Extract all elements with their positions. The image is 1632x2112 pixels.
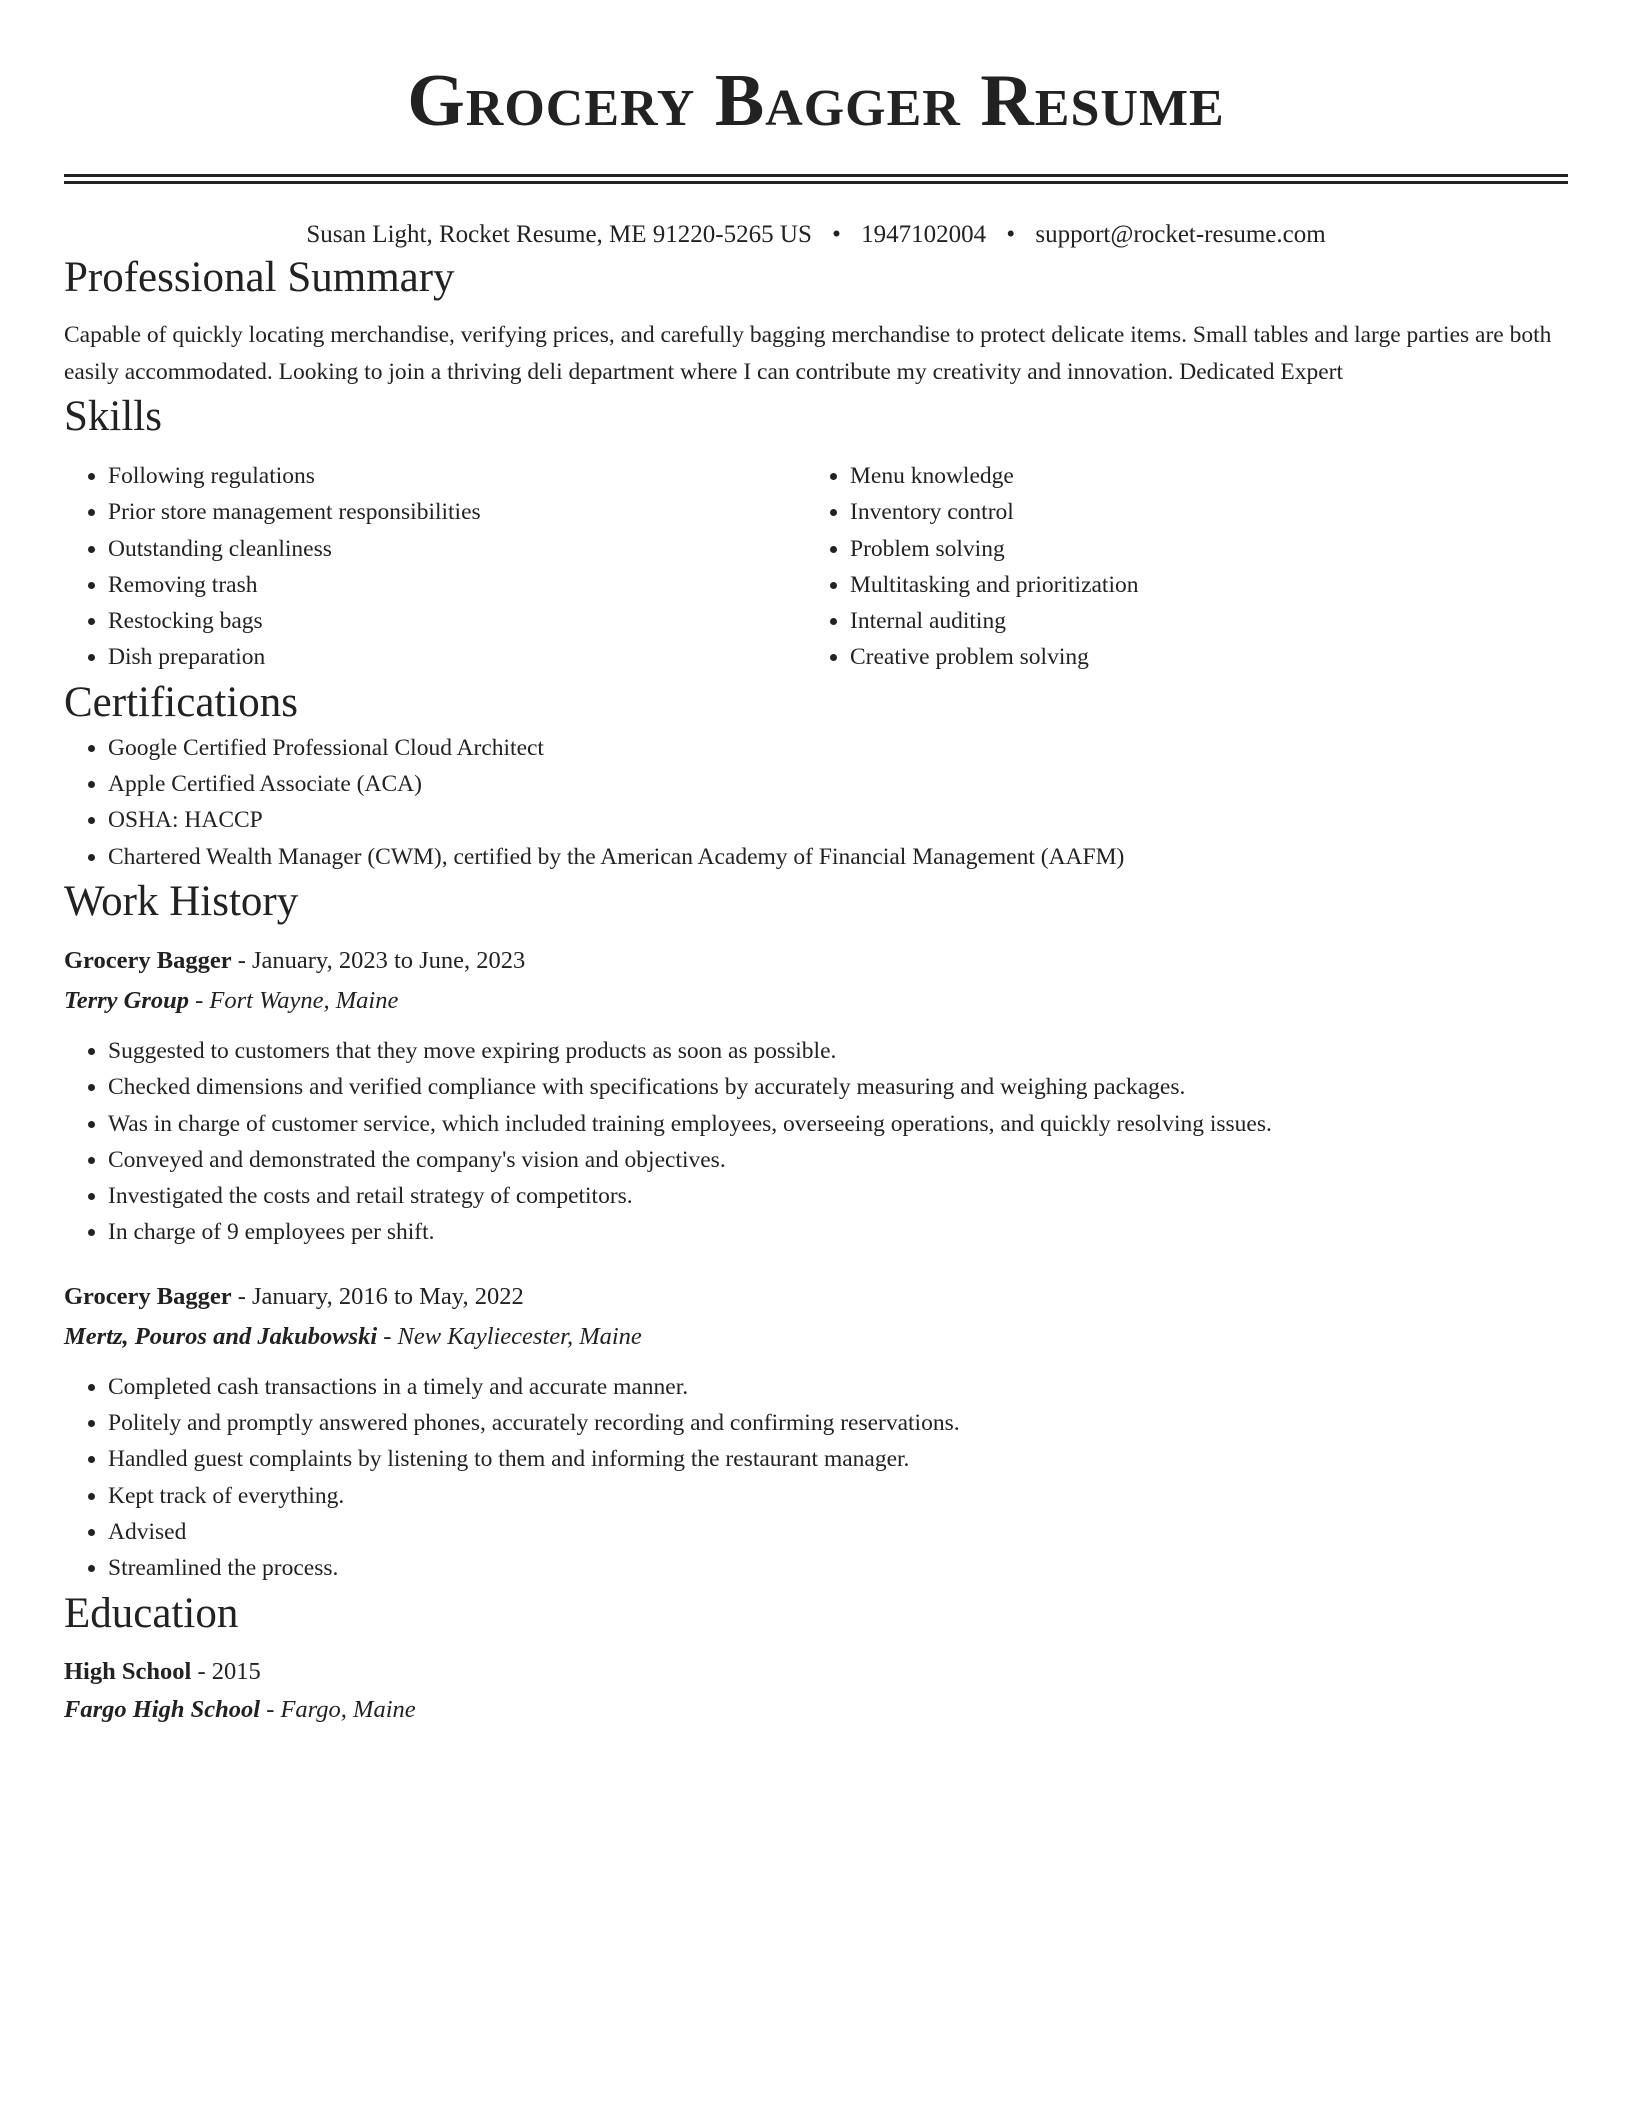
job-bullet: • Advised: [108, 1514, 1568, 1550]
job-bullet: • Suggested to customers that they move expiring products as soon as possible.: [108, 1033, 1568, 1069]
job-bullet: • Kept track of everything.: [108, 1478, 1568, 1514]
contact-phone: 1947102004: [861, 221, 987, 248]
job-company: Mertz, Pouros and Jakubowski: [64, 1322, 378, 1350]
skills-list-left: [64, 458, 806, 676]
job-bullet: • Completed cash transactions in a timely and accurate manner.: [108, 1369, 1568, 1405]
page-title: Grocery Bagger Resume: [407, 60, 1225, 142]
skill-item: • Outstanding cleanliness: [108, 531, 806, 567]
job-bullet: • In charge of 9 employees per shift.: [108, 1214, 1568, 1250]
job-company-line: [64, 981, 1568, 1021]
education-entry: [64, 1653, 1568, 1730]
education-school: Fargo High School: [64, 1696, 261, 1724]
job-bullets: [64, 1033, 1568, 1251]
skills-grid: [64, 458, 1568, 676]
job-company: Terry Group: [64, 986, 190, 1014]
contact-separator: •: [1006, 221, 1016, 248]
education-degree: High School: [64, 1657, 192, 1685]
contact-email: support@rocket-resume.com: [1035, 221, 1326, 248]
job-title: Grocery Bagger: [64, 946, 232, 974]
skill-item: • Restocking bags: [108, 603, 806, 639]
job-bullet: • Handled guest complaints by listening to them and informing the restaurant manager.: [108, 1441, 1568, 1477]
skill-item: • Multitasking and prioritization: [850, 567, 1548, 603]
job-bullet: • Investigated the costs and retail strategy of competitors.: [108, 1178, 1568, 1214]
job-dates: - January, 2023 to June, 2023: [231, 946, 526, 974]
education-degree-line: [64, 1653, 1568, 1692]
job-company-line: [64, 1317, 1568, 1357]
skill-item: • Prior store management responsibilities: [108, 494, 806, 530]
job-title-line: [64, 1277, 1568, 1317]
skills-column-right: [806, 458, 1548, 676]
certification-item: • Apple Certified Associate (ACA): [108, 766, 1568, 802]
education-heading: Education: [64, 1589, 239, 1637]
skills-column-left: [64, 458, 806, 676]
skill-item: • Internal auditing: [850, 603, 1548, 639]
skills-list-right: [806, 458, 1548, 676]
summary-heading: Professional Summary: [64, 254, 455, 301]
skill-item: • Removing trash: [108, 567, 806, 603]
job-bullet: • Checked dimensions and verified compliance with specifications by accurately measuring and weighing packages.: [108, 1069, 1568, 1105]
title-divider: [64, 174, 1568, 184]
skill-item: • Inventory control: [850, 494, 1548, 530]
skill-item: • Dish preparation: [108, 639, 806, 675]
certification-item: • Google Certified Professional Cloud Architect: [108, 730, 1568, 766]
job-title-line: [64, 941, 1568, 981]
education-location: - Fargo, Maine: [260, 1696, 416, 1724]
job-bullets: [64, 1369, 1568, 1587]
certifications-heading: Certifications: [64, 678, 299, 726]
contact-address: Susan Light, Rocket Resume, ME 91220-5265 US: [306, 221, 812, 248]
education-school-line: [64, 1691, 1568, 1730]
skill-item: • Creative problem solving: [850, 639, 1548, 675]
skill-item: • Menu knowledge: [850, 458, 1548, 494]
summary-text: Capable of quickly locating merchandise, verifying prices, and carefully bagging merchandise to protect delicate items. Small tables and large parties are both easily accommodated. Looking to join a thriving deli department where I can contribute my creativity and innovation. Dedicated Expert: [64, 322, 1552, 385]
skills-heading: Skills: [64, 393, 162, 440]
contact-line: [64, 219, 1568, 251]
skill-item: • Following regulations: [108, 458, 806, 494]
job-entry: [64, 941, 1568, 1251]
education-year: - 2015: [191, 1657, 261, 1685]
certification-item: • OSHA: HACCP: [108, 802, 1568, 838]
job-bullet: • Streamlined the process.: [108, 1550, 1568, 1586]
job-dates: - January, 2016 to May, 2022: [231, 1282, 524, 1310]
work-history-heading: Work History: [64, 877, 299, 925]
skill-item: • Problem solving: [850, 531, 1548, 567]
contact-separator: •: [832, 221, 841, 248]
certification-item: • Chartered Wealth Manager (CWM), certified by the American Academy of Financial Management (AAFM): [108, 839, 1568, 875]
job-location: - New Kayliecester, Maine: [377, 1322, 642, 1350]
job-bullet: • Politely and promptly answered phones, accurately recording and confirming reservations.: [108, 1405, 1568, 1441]
job-title: Grocery Bagger: [64, 1282, 232, 1310]
job-entry: [64, 1277, 1568, 1587]
job-bullet: • Conveyed and demonstrated the company's vision and objectives.: [108, 1142, 1568, 1178]
job-bullet: • Was in charge of customer service, which included training employees, overseeing operations, and quickly resolving issues.: [108, 1106, 1568, 1142]
job-location: - Fort Wayne, Maine: [189, 986, 399, 1014]
certifications-list: [64, 730, 1568, 875]
